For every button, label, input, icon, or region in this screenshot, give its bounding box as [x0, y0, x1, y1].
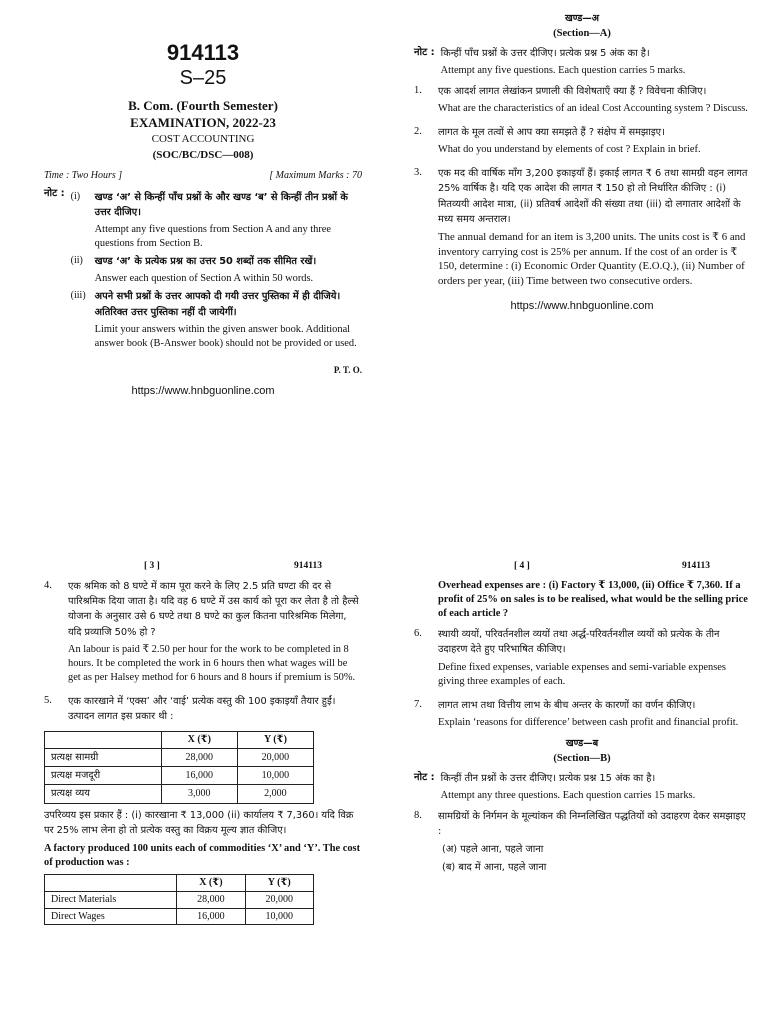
- table-header-cell: [45, 732, 162, 749]
- question-6: [414, 627, 750, 691]
- instruction-list: [71, 187, 362, 354]
- question-5-en: A factory produced 100 units each of commodities ‘X’ and ‘Y’. The cost of production was :: [44, 842, 361, 868]
- table-row: [45, 908, 314, 925]
- question-num: 2.: [414, 126, 422, 138]
- table-header-cell: Y (₹): [237, 732, 313, 749]
- paper-code: 914113: [682, 561, 710, 571]
- question-2: [414, 125, 750, 160]
- instructions: [44, 187, 362, 354]
- question-5: [44, 694, 362, 727]
- table-cell: 10,000: [245, 908, 313, 925]
- question-hi: एक मद की वार्षिक माँग 3,200 इकाइयाँ हैं। इकाई लागत ₹ 6 तथा सामग्री वहन लागत 25% वार्षिक है। यदि एक आदेश की लागत ₹ 150 हो तो निर्धारित कीजिए : (i) मितव्ययी आदेश मात्रा, (ii) प्रतिवर्ष आदेशों की संख्या तथा (iii) दो लगातार आदेशों के मध्य समय अन्तराल।: [438, 168, 748, 225]
- page-header: [44, 560, 362, 573]
- instruction-num: (i): [70, 190, 81, 202]
- note-label: नोट :: [44, 187, 65, 199]
- table-cell: 3,000: [161, 785, 237, 803]
- instruction-num: (ii): [70, 255, 83, 267]
- table-cell: 20,000: [237, 749, 313, 767]
- question-hi: लागत के मूल तत्वों से आप क्या समझते हैं ? संक्षेप में समझाइए।: [438, 127, 665, 139]
- table-row: [45, 767, 314, 785]
- marks-label: [ Maximum Marks : 70: [269, 169, 362, 181]
- page-cover: [0, 0, 384, 540]
- question-en: Define fixed expenses, variable expenses and semi-variable expenses giving three examples of each.: [438, 661, 726, 687]
- note-label: नोट :: [414, 46, 435, 58]
- question-4: [44, 579, 362, 688]
- question-num: 4.: [44, 580, 52, 592]
- table-header-row: [45, 875, 314, 892]
- pto-label: P. T. O.: [333, 364, 362, 375]
- table-row: [45, 749, 314, 767]
- table-row: [45, 785, 314, 803]
- question-num: 5.: [44, 694, 52, 706]
- question-hi: लागत लाभ तथा वित्तीय लाभ के बीच अन्तर के कारणों का वर्णन कीजिए।: [438, 699, 696, 711]
- table-header-cell: X (₹): [161, 732, 237, 749]
- question-7: [414, 698, 750, 733]
- table-cell: 2,000: [237, 785, 313, 803]
- instruction-item: [71, 254, 362, 286]
- table-cell: प्रत्यक्ष व्यय: [45, 785, 162, 803]
- question-num: 7.: [414, 698, 422, 710]
- instruction-hi: अपने सभी प्रश्नों के उत्तर आपको दी गयी उत्तर पुस्तिका में ही दीजिये। अतिरिक्त उत्तर पुस्तिका नहीं दी जायेगीं।: [94, 291, 341, 318]
- question-num: 1.: [414, 84, 422, 96]
- question-1: [414, 84, 750, 119]
- table-header-cell: [45, 875, 177, 892]
- subject-title: COST ACCOUNTING: [151, 133, 255, 146]
- section-heading-hi: खण्ड—ब: [565, 737, 599, 749]
- question-en: Explain ‘reasons for difference’ between cash profit and financial profit.: [438, 716, 739, 728]
- exam-title: EXAMINATION, 2022-23: [130, 115, 276, 131]
- time-label: Time : Two Hours ]: [44, 169, 123, 181]
- instruction-en: Limit your answers within the given answer book. Additional answer book (B-Answer book) should not be provided or used.: [94, 323, 357, 349]
- paper-code: 914113: [294, 561, 322, 571]
- instruction-item: [71, 289, 362, 350]
- section-note: [414, 771, 750, 803]
- page-section-a: [384, 0, 768, 540]
- question-num: 8.: [414, 809, 422, 821]
- cost-table-en: [44, 874, 314, 925]
- section-heading-en: (Section—B): [553, 753, 611, 765]
- option-item: (अ) पहले आना, पहले जाना: [442, 844, 544, 856]
- table-cell: प्रत्यक्ष मजदूरी: [45, 767, 162, 785]
- table-cell: 16,000: [177, 908, 245, 925]
- section-note: [414, 46, 750, 78]
- table-row: [45, 891, 314, 908]
- question-en: An labour is paid ₹ 2.50 per hour for the work to be completed in 8 hours. It be completed the work in 6 hours then what wages will be get as per Halsey method for 6 hours and 8 hours if premium is 50%.: [68, 643, 356, 683]
- question-hi: एक कारखाने में ‘एक्स’ और ‘वाई’ प्रत्येक वस्तु की 100 इकाइयाँ तैयार हुईं। उत्पादन लागत इस प्रकार थी :: [68, 695, 336, 723]
- note-hi: किन्हीं तीन प्रश्नों के उत्तर दीजिए। प्रत्येक प्रश्न 15 अंक का है।: [440, 772, 656, 784]
- note-en: Attempt any five questions. Each question carries 5 marks.: [440, 64, 686, 76]
- section-heading-hi: खण्ड—अ: [564, 13, 600, 24]
- note-en: Attempt any three questions. Each question carries 15 marks.: [440, 789, 696, 801]
- question-num: 3.: [414, 167, 422, 179]
- table-cell: 28,000: [161, 749, 237, 767]
- question-en: What do you understand by elements of cost ? Explain in brief.: [438, 144, 701, 156]
- option-item: (ब) बाद में आना, पहले जाना: [442, 862, 547, 874]
- table-cell: प्रत्यक्ष सामग्री: [45, 749, 162, 767]
- page-4: [384, 548, 768, 1024]
- table-header-cell: X (₹): [177, 875, 245, 892]
- question-hi: एक आदर्श लागत लेखांकन प्रणाली की विशेषताएँ क्या हैं ? विवेचना कीजिए।: [438, 85, 707, 97]
- question-en: The annual demand for an item is 3,200 units. The units cost is ₹ 6 and inventory carrying cost is 25% per annum. If the cost of an order is ₹ 150, determine : (i) Economic Order Quantity (E.O.Q.), (ii) Number of orders per year, (iii) Time between two consecutive orders.: [438, 230, 746, 287]
- source-url: https://www.hnbguonline.com: [510, 300, 654, 313]
- instruction-en: Attempt any five questions from Section A and any three questions from Section B.: [94, 224, 332, 250]
- question-hi: स्थायी व्ययों, परिवर्तनशील व्ययों तथा अर्द्ध-परिवर्तनशील व्ययों को प्रत्येक के तीन उदाहरण देते हुए परिभाषित कीजिए।: [438, 629, 720, 656]
- instruction-num: (iii): [70, 290, 86, 302]
- paper-code: 914113: [166, 40, 240, 65]
- question-num: 6.: [414, 628, 422, 640]
- note-label: नोट :: [414, 771, 435, 783]
- overhead-hi: उपरिव्यय इस प्रकार हैं : (i) कारखाना ₹ 13,000 (ii) कार्यालय ₹ 7,360। यदि विक्र पर 25% लाभ लेना हो तो प्रत्येक वस्तु का विक्रय मूल्य ज्ञात कीजिए।: [44, 809, 354, 836]
- table-cell: 28,000: [177, 891, 245, 908]
- table-cell: 20,000: [245, 891, 313, 908]
- page-header: [414, 560, 750, 573]
- table-cell: Direct Materials: [45, 891, 177, 908]
- table-cell: 10,000: [237, 767, 313, 785]
- question-3: [414, 166, 750, 291]
- instruction-hi: खण्ड ‘अ’ के प्रत्येक प्रश्न का उत्तर 50 शब्दों तक सीमित रखें।: [94, 256, 317, 268]
- section-heading-en: (Section—A): [553, 28, 611, 40]
- page-number: [ 4 ]: [514, 561, 530, 571]
- source-url: https://www.hnbguonline.com: [131, 385, 275, 398]
- question-8: [414, 809, 750, 879]
- question-hi: सामग्रियों के निर्गमन के मूल्यांकन की निम्नलिखित पद्धतियों को उदाहरण देकर समझाइए :: [438, 810, 746, 837]
- page-number: [ 3 ]: [144, 561, 160, 571]
- instruction-hi: खण्ड ‘अ’ से किन्हीं पाँच प्रश्नों के और खण्ड ‘ब’ से किन्हीं तीन प्रश्नों के उत्तर दीजिए।: [94, 191, 348, 218]
- instruction-item: [71, 190, 362, 251]
- table-header-row: [45, 732, 314, 749]
- paper-id: (SOC/BC/DSC—008): [152, 148, 254, 161]
- time-marks-row: [44, 169, 362, 183]
- instruction-en: Answer each question of Section A within 50 words.: [94, 273, 314, 285]
- question-hi: एक श्रमिक को 8 घण्टे में काम पूरा करने के लिए 2.5 प्रति घण्टा की दर से पारिश्रमिक दिया जाता है। यदि वह 6 घण्टे में उस कार्य को पूरा कर लेता है तो हैल्से योजना के अनुसार उसे 6 घण्टे तथा 8 घण्टे का कुल कितना पारिश्रमिक मिलेगा, यदि प्रव्याजि 50% हो ?: [68, 581, 359, 638]
- cost-table-hi: [44, 731, 314, 803]
- course-title: B. Com. (Fourth Semester): [128, 98, 278, 114]
- page-3: [0, 548, 384, 1024]
- series-code: S–25: [179, 67, 227, 90]
- note-hi: किन्हीं पाँच प्रश्नों के उत्तर दीजिए। प्रत्येक प्रश्न 5 अंक का है।: [440, 47, 650, 59]
- table-cell: 16,000: [161, 767, 237, 785]
- question-5-continued: Overhead expenses are : (i) Factory ₹ 13,000, (ii) Office ₹ 7,360. If a profit of 25% on sales is to be realised, what would be the selling price of each article ?: [438, 580, 748, 620]
- table-cell: Direct Wages: [45, 908, 177, 925]
- question-en: What are the characteristics of an ideal Cost Accounting system ? Discuss.: [438, 102, 748, 114]
- table-header-cell: Y (₹): [245, 875, 313, 892]
